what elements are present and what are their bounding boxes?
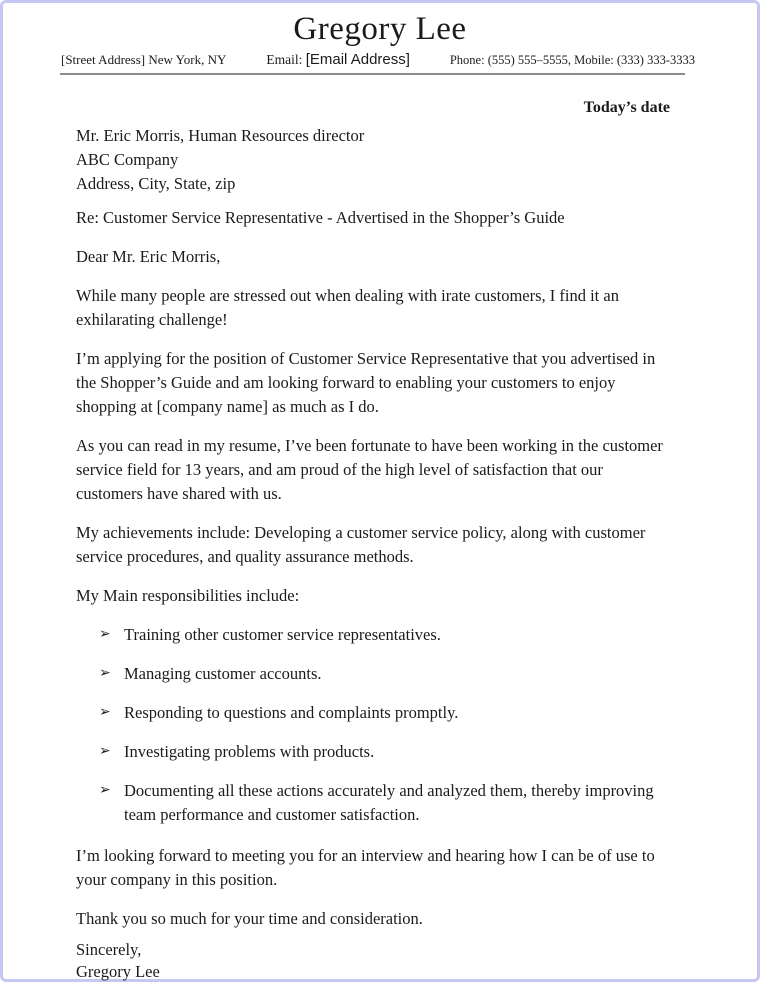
recipient-line: Address, City, State, zip	[76, 174, 236, 193]
body-paragraph: My achievements include: Developing a customer service policy, along with customer service procedures, and quality assurance methods.	[76, 523, 646, 566]
sender-phone: Phone: (555) 555–5555, Mobile: (333) 333-3333	[449, 53, 695, 67]
email-placeholder: [Email Address]	[305, 51, 410, 68]
letter-page	[3, 3, 757, 979]
body-paragraph: I’m applying for the position of Customer Service Representative that you advertised in the Shopper’s Guide and am looking forward to enabling your customers to enjoy shopping at [company name] as much as I do.	[76, 349, 656, 416]
header-divider	[60, 73, 685, 75]
arrow-bullet-icon: ➢	[99, 783, 111, 798]
sender-address: [Street Address] New York, NY	[61, 52, 227, 67]
responsibilities-list	[76, 623, 670, 827]
date-line: Today’s date	[583, 99, 670, 116]
letter-header	[3, 3, 757, 75]
recipient-line: ABC Company	[76, 150, 179, 169]
list-item	[76, 740, 670, 764]
bullet-text: Training other customer service representatives.	[124, 625, 441, 644]
arrow-bullet-icon: ➢	[99, 744, 111, 759]
contact-row	[3, 51, 757, 68]
recipient-line: Mr. Eric Morris, Human Resources director	[76, 126, 365, 145]
list-item	[76, 779, 670, 827]
sender-name: Gregory Lee	[293, 11, 467, 47]
bullet-text: Managing customer accounts.	[124, 664, 322, 683]
list-item	[76, 662, 670, 686]
letter-body	[3, 96, 757, 983]
body-paragraph: While many people are stressed out when dealing with irate customers, I find it an exhilarating challenge!	[76, 286, 619, 329]
responsibilities-intro: My Main responsibilities include:	[76, 586, 300, 605]
arrow-bullet-icon: ➢	[99, 627, 111, 642]
subject-line: Re: Customer Service Representative - Advertised in the Shopper’s Guide	[76, 208, 565, 227]
list-item	[76, 701, 670, 725]
bullet-text: Responding to questions and complaints promptly.	[124, 703, 459, 722]
signature: Gregory Lee	[76, 962, 160, 981]
body-paragraph: As you can read in my resume, I’ve been fortunate to have been working in the customer service field for 13 years, and am proud of the high level of satisfaction that our customers have shared with us.	[76, 436, 663, 503]
signoff: Sincerely,	[76, 940, 142, 959]
sender-email	[266, 51, 410, 68]
list-item	[76, 623, 670, 647]
arrow-bullet-icon: ➢	[99, 705, 111, 720]
thanks-paragraph: Thank you so much for your time and consideration.	[76, 909, 423, 928]
closing-paragraph: I’m looking forward to meeting you for an interview and hearing how I can be of use to your company in this position.	[76, 846, 655, 889]
bullet-text: Documenting all these actions accurately and analyzed them, thereby improving team performance and customer satisfaction.	[124, 781, 654, 824]
bullet-text: Investigating problems with products.	[124, 742, 375, 761]
salutation: Dear Mr. Eric Morris,	[76, 247, 221, 266]
email-label: Email:	[266, 52, 303, 67]
signoff-block	[76, 939, 670, 983]
arrow-bullet-icon: ➢	[99, 666, 111, 681]
recipient-block	[76, 124, 670, 196]
